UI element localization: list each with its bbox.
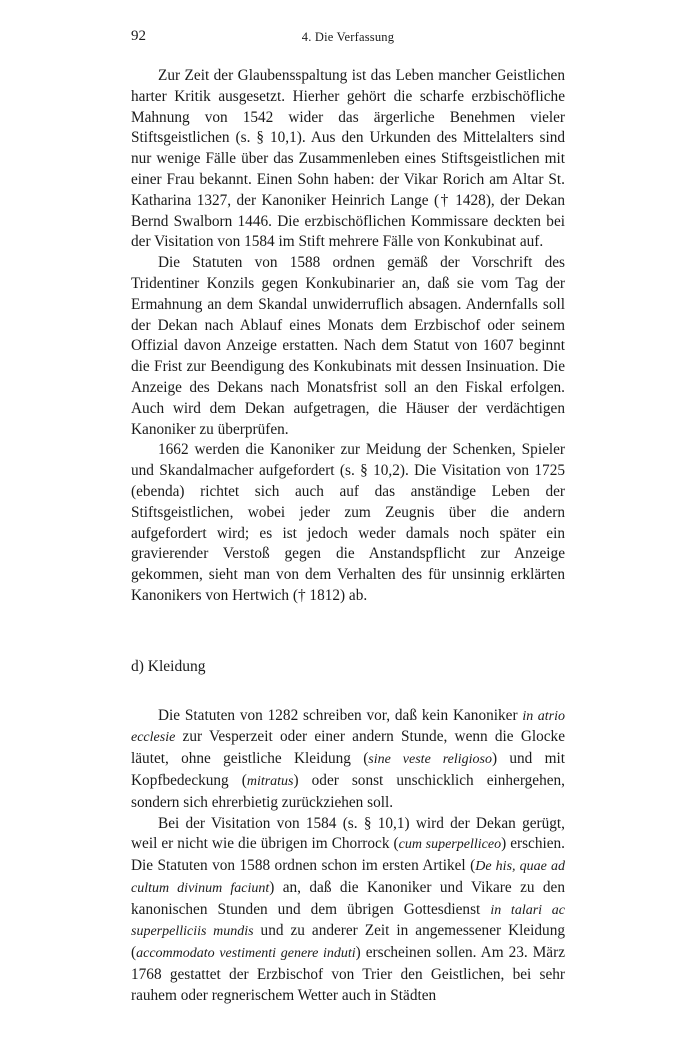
text-run: und zu anderer Zeit in angemessener Kleidung ( <box>131 922 565 962</box>
body-text <box>131 66 565 1007</box>
text-run: ) oder sonst unschicklich einhergehen, sondern sich ehrerbietig zurückziehen soll. <box>131 771 565 811</box>
paragraph: 1662 werden die Kanoniker zur Meidung der Schenken, Spieler und Skandalmacher aufgefordert (s. § 10,2). Die Visitation von 1725 (ebenda) richtet sich auch auf das anständige Leben der Stiftsgeistlichen, wobei jeder zum Zeugnis über die andern aufgefordert wird; es ist jedoch weder damals noch später ein gravierender Verstoß gegen die Anstandspflicht zur Anzeige gekommen, sieht man von dem Verhalten des für unsinnig erklärten Kanonikers von Hertwich († 1812) ab. <box>131 441 565 604</box>
text-run: ) erschien. Die Statuten von 1588 ordnen schon im ersten Artikel ( <box>131 835 565 875</box>
latin-phrase: sine veste religioso <box>368 752 492 768</box>
text-run: ) an, daß die Kanoniker und Vikare zu den kanonischen Stunden und dem übrigen Gottesdienst <box>131 878 565 918</box>
text-run: zur Vesperzeit oder einer andern Stunde, wenn die Glocke läutet, ohne geistliche Kleidung ( <box>131 728 565 768</box>
latin-phrase: in atrio ecclesie <box>131 708 565 746</box>
paragraph <box>131 814 565 1007</box>
latin-phrase: cum superpelliceo <box>398 837 502 853</box>
latin-phrase: De his, quae ad cultum divinum faciunt <box>131 859 565 896</box>
text-run: Die Statuten von 1282 schreiben vor, daß kein Kanoniker <box>158 706 523 724</box>
latin-phrase: mitratus <box>246 773 294 789</box>
running-head: 4. Die Verfassung <box>301 30 395 44</box>
section-heading: d) Kleidung <box>131 657 206 675</box>
text-run: ) erscheinen sollen. Am 23. März 1768 gestattet der Erzbischof von Trier den Geistlichen, bei sehr rauhem oder regnerischem Wetter auch in Städten <box>131 944 565 1004</box>
text-run: ) und mit Kopfbedeckung ( <box>131 750 565 789</box>
paragraph: Die Statuten von 1588 ordnen gemäß der Vorschrift des Tridentiner Konzils gegen Konkubinarier an, daß sie vom Tag der Ermahnung an dem Skandal unwiderruflich absagen. Andernfalls soll der Dekan nach Ablauf eines Monats dem Erzbischof oder seinem Offizial davon Anzeige erstatten. Nach dem Statut von 1607 beginnt die Frist zur Beendigung des Konkubinats mit dessen Insinuation. Die Anzeige des Dekans nach Monatsfrist soll an den Fiskal erfolgen. Auch wird dem Dekan aufgetragen, die Häuser der verdächtigen Kanoniker zu überprüfen. <box>131 254 565 438</box>
latin-phrase: in talari ac superpelliciis mundis <box>131 902 565 940</box>
paragraph <box>131 706 565 814</box>
text-run: Bei der Visitation von 1584 (s. § 10,1) wird der Dekan gerügt, weil er nicht wie die übrigen im Chorrock ( <box>131 814 565 853</box>
page-header <box>131 28 565 50</box>
page-number: 92 <box>131 28 146 44</box>
latin-phrase: accommodato vestimenti genere induti <box>136 946 356 962</box>
paragraph: Zur Zeit der Glaubensspaltung ist das Leben mancher Geistlichen harter Kritik ausgesetzt. Hierher gehört die scharfe erzbischöfliche Mahnung von 1542 wider das ärgerliche Benehmen vieler Stiftsgeistlichen (s. § 10,1). Aus den Urkunden des Mittelalters sind nur wenige Fälle über das Zusammenleben eines Stiftsgeistlichen mit einer Frau bekannt. Einen Sohn haben: der Vikar Rorich am Altar St. Katharina 1327, der Kanoniker Heinrich Lange († 1428), der Dekan Bernd Swalborn 1446. Die erzbischöflichen Kommissare deckten bei der Visitation von 1584 im Stift mehrere Fälle von Konkubinat auf. <box>131 67 565 251</box>
